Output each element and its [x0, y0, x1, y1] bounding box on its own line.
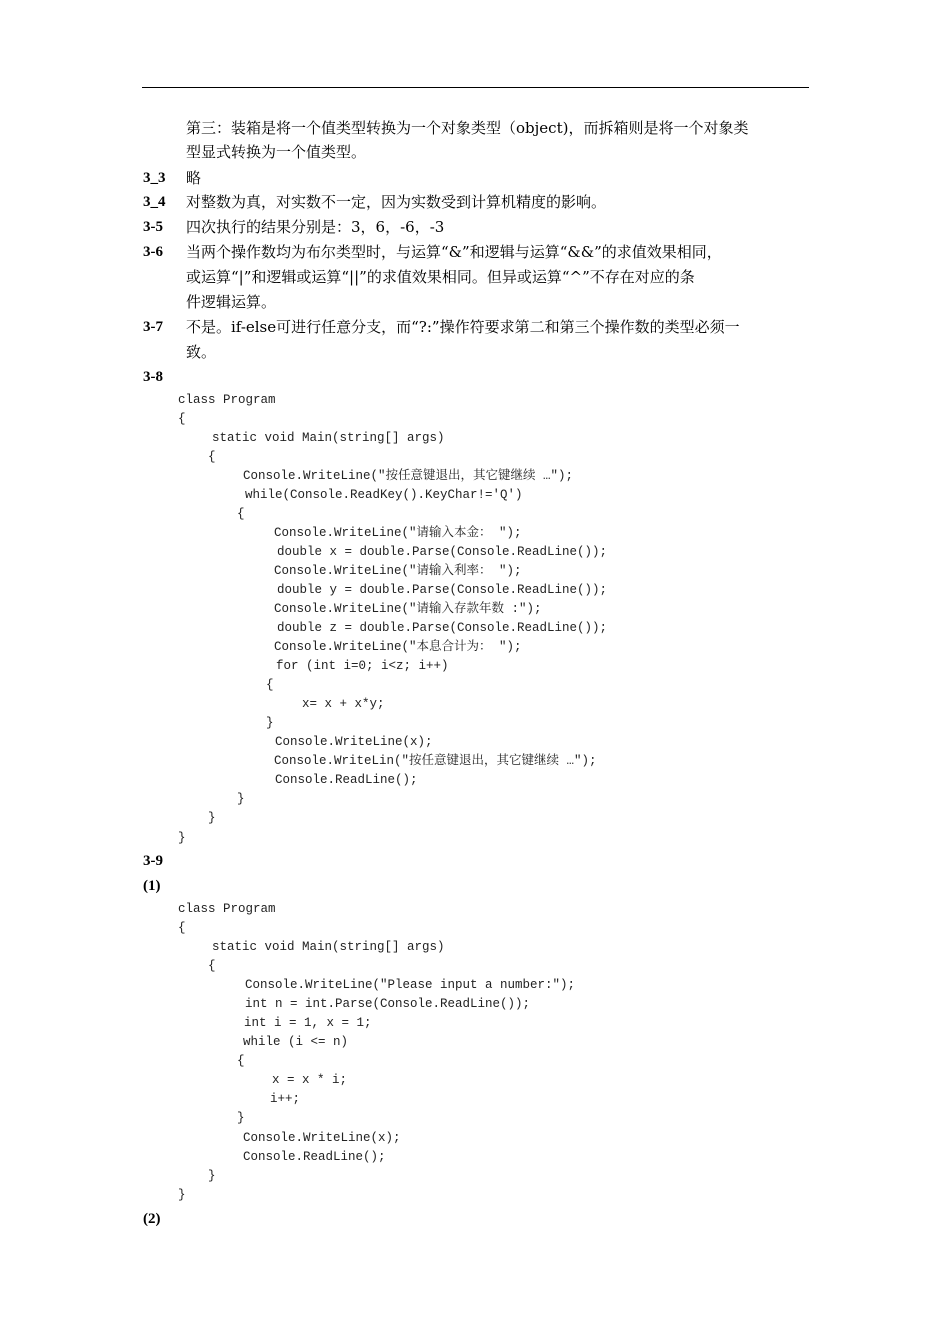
code-line: while(Console.ReadKey().KeyChar!='Q')	[245, 488, 523, 502]
code-line: {	[237, 507, 245, 521]
paragraph-line: 略	[186, 169, 202, 187]
code-line: Console.WriteLin("按任意键退出，其它键继续 …");	[274, 754, 597, 768]
code-line: }	[266, 716, 274, 730]
code-line: class Program	[178, 902, 276, 916]
paragraph-line: 致。	[186, 343, 217, 361]
code-line: }	[208, 811, 216, 825]
code-line: }	[237, 792, 245, 806]
code-line: static void Main(string[] args)	[212, 431, 445, 445]
item-number: 3-5	[143, 219, 163, 235]
code-line: Console.WriteLine("按任意键退出，其它键继续 …");	[243, 469, 574, 483]
code-line: double x = double.Parse(Console.ReadLine());	[277, 545, 608, 559]
subsection-number: (1)	[143, 878, 161, 894]
code-line: Console.WriteLine("本息合计为： ");	[274, 640, 522, 654]
code-line: }	[178, 1188, 186, 1202]
code-line: static void Main(string[] args)	[212, 940, 445, 954]
paragraph-line: 当两个操作数均为布尔类型时，与运算“&”和逻辑与运算“&&”的求值效果相同，	[186, 243, 722, 261]
code-line: Console.ReadLine();	[275, 773, 418, 787]
code-line: }	[237, 1111, 245, 1125]
paragraph-line: 第三：装箱是将一个值类型转换为一个对象类型（object)，而拆箱则是将一个对象类	[186, 119, 749, 137]
paragraph-line: 对整数为真，对实数不一定，因为实数受到计算机精度的影响。	[186, 193, 607, 211]
code-line: Console.WriteLine("请输入本金： ");	[274, 526, 522, 540]
code-line: i++;	[270, 1092, 301, 1106]
code-line: int n = int.Parse(Console.ReadLine());	[245, 997, 531, 1011]
code-line: {	[178, 412, 186, 426]
code-line: {	[237, 1054, 245, 1068]
code-line: x= x + x*y;	[302, 697, 385, 711]
item-number: 3_3	[143, 170, 166, 186]
paragraph-line: 型显式转换为一个值类型。	[186, 143, 367, 161]
code-line: class Program	[178, 393, 276, 407]
code-line: for (int i=0; i<z; i++)	[276, 659, 449, 673]
item-number: 3-6	[143, 244, 163, 260]
subsection-number: (2)	[143, 1211, 161, 1227]
code-line: Console.WriteLine("请输入利率： ");	[274, 564, 522, 578]
code-line: {	[266, 678, 274, 692]
paragraph-line: 或运算“|”和逻辑或运算“||”的求值效果相同。但异或运算“^”不存在对应的条	[186, 268, 695, 286]
code-line: Console.WriteLine(x);	[243, 1131, 401, 1145]
code-line: }	[178, 831, 186, 845]
code-line: {	[208, 959, 216, 973]
code-line: while (i <= n)	[243, 1035, 349, 1049]
code-line: Console.WriteLine("Please input a number:");	[245, 978, 576, 992]
code-line: double z = double.Parse(Console.ReadLine());	[277, 621, 608, 635]
code-line: double y = double.Parse(Console.ReadLine());	[277, 583, 608, 597]
section-number-3-9: 3-9	[143, 853, 163, 869]
paragraph-line: 四次执行的结果分别是：3，6，-6，-3	[186, 218, 445, 236]
code-line: {	[178, 921, 186, 935]
item-number: 3-7	[143, 319, 163, 335]
code-line: Console.ReadLine();	[243, 1150, 386, 1164]
header-rule	[142, 87, 809, 88]
item-number: 3_4	[143, 194, 166, 210]
code-line: x = x * i;	[272, 1073, 348, 1087]
code-line: }	[208, 1169, 216, 1183]
code-line: int i = 1, x = 1;	[244, 1016, 372, 1030]
section-number-3-8: 3-8	[143, 369, 163, 385]
paragraph-line: 件逻辑运算。	[186, 293, 277, 311]
code-line: Console.WriteLine(x);	[275, 735, 433, 749]
paragraph-line: 不是。if-else可进行任意分支，而“?:”操作符要求第二和第三个操作数的类型必须一	[186, 318, 740, 336]
code-line: {	[208, 450, 216, 464]
code-line: Console.WriteLine("请输入存款年数 :");	[274, 602, 542, 616]
